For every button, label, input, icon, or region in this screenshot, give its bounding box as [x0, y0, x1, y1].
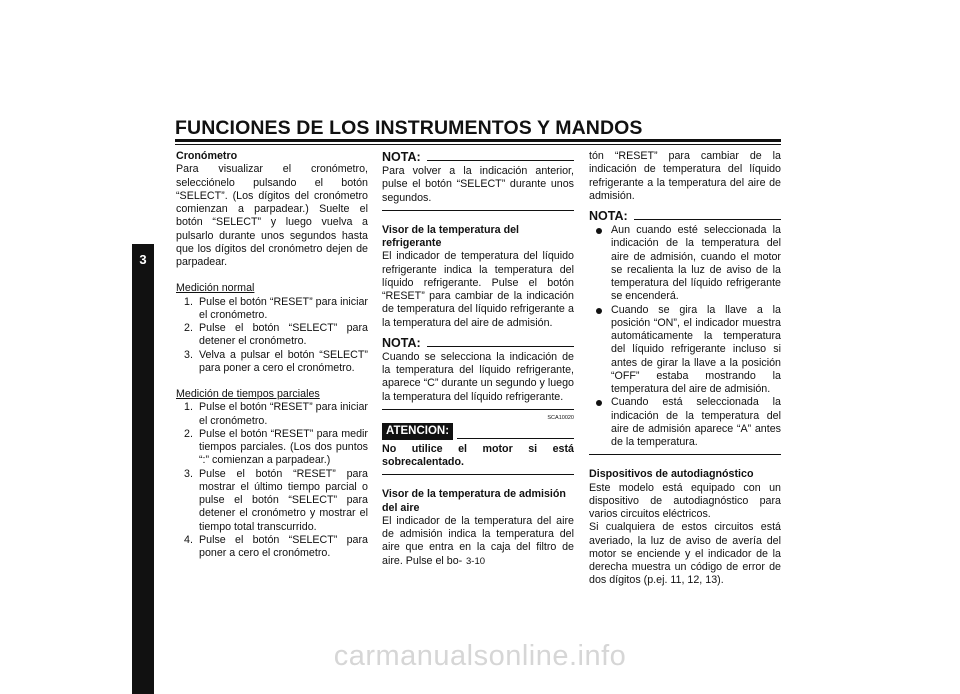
note-header [382, 336, 574, 350]
subheading-partial: Medición de tiempos parciales [176, 388, 320, 400]
title-rule [175, 139, 781, 142]
steps-normal [176, 296, 368, 376]
steps-partial [176, 401, 368, 560]
reference-code: SCA10020 [547, 414, 574, 421]
caution-header [382, 423, 574, 440]
page-title: FUNCIONES DE LOS INSTRUMENTOS Y MANDOS [175, 117, 643, 139]
caution-label: ATENCION: [382, 423, 453, 440]
diagnostics-text-2: Si cualquiera de estos circuitos está averiado, la luz de aviso de avería del motor se enciende y el indicador de la derecha muestra un código de error de dos dígitos (p.ej. 11, 12, 13). [589, 521, 781, 587]
step-item: 1. Pulse el botón “RESET” para iniciar el cronómetro. [184, 295, 368, 321]
step-item: 2. Pulse el botón “RESET” para medir tiempos parciales. (Los dos puntos “:” comienzan a parpadear.) [184, 427, 368, 467]
bullet-icon [596, 228, 602, 234]
column-left [176, 150, 368, 560]
note-end-rule [382, 409, 574, 410]
note-header [589, 209, 781, 223]
chapter-number: 3 [139, 252, 147, 267]
step-item: 3. Pulse el botón “RESET” para mostrar el último tiempo parcial o pulse el botón “SELECT” para detener el cronómetro y mostrar el tiempo total transcurrido. [184, 467, 368, 533]
diagnostics-text-1: Este modelo está equipado con un dispositivo de autodiagnóstico para varios circuitos eléctricos. [589, 481, 781, 520]
air-temp-text-cont: tón “RESET” para cambiar de la indicación de temperatura del líquido refrigerante a la temperatura del aire de admisión. [589, 150, 781, 202]
caution-text: No utilice el motor si está sobrecalentado. [382, 442, 574, 468]
note-bullet-list [589, 224, 781, 449]
step-item: 2. Pulse el botón “SELECT” para detener el cronómetro. [184, 322, 368, 348]
note-label: NOTA: [589, 209, 628, 223]
step-item: 3. Velva a pulsar el botón “SELECT” para poner a cero el cronómetro. [184, 348, 368, 374]
page-number: 3-10 [466, 556, 486, 567]
section-heading-coolant: Visor de la temperatura del refrigerante [382, 223, 520, 249]
note-label: NOTA: [382, 335, 421, 350]
bullet-icon [596, 400, 602, 406]
note-label: NOTA: [382, 150, 421, 164]
coolant-text: El indicador de temperatura del líquido refrigerante indica la temperatura del líquido refrigerante. Pulse el botón “RESET” para cambiar de la indicación de temperatura del líquido refrigerante a la temperatura del aire de admisión. [382, 250, 574, 329]
column-right [589, 150, 781, 588]
section-heading-stopwatch: Cronómetro [176, 150, 238, 162]
bullet-icon [596, 308, 602, 314]
note-header [382, 150, 574, 164]
stopwatch-intro: Para visualizar el cronómetro, selecciónelo pulsando el botón “SELECT”. (Los dígitos del cronómetro comienzan a parpadear.) Suelte el botón “SELECT” y luego vuelva a pulsarlo durante unos segundos hasta que los dígitos del cronómetro dejen de parpadear. [176, 163, 368, 268]
watermark: carmanualsonline.info [333, 640, 627, 672]
title-rule-thin [175, 144, 781, 145]
chapter-tab [132, 244, 154, 694]
bullet-item: Aun cuando esté seleccionada la indicación de la temperatura del aire de admisión, cuando el motor se recalienta la luz de aviso de la temperatura del líquido refrigerante se encenderá. [589, 224, 781, 304]
section-heading-air-temp: Visor de la temperatura de admisión del aire [382, 488, 566, 514]
column-middle [382, 150, 574, 568]
subheading-normal: Medición normal [176, 282, 255, 295]
bullet-item: Cuando está seleccionada la indicación de la temperatura del aire de admisión aparece “A” antes de la temperatura. [589, 396, 781, 449]
note-text: Cuando se selecciona la indicación de la temperatura del líquido refrigerante, aparece “C” durante un segundo y luego la temperatura del líquido refrigerante. [382, 350, 574, 403]
section-heading-diagnostics: Dispositivos de autodiagnóstico [589, 468, 754, 481]
bullet-item: Cuando se gira la llave a la posición “ON”, el indicador muestra automáticamente la temperatura del líquido refrigerante incluso si antes de girar la llave a la posición “OFF” estaba mostrando la temperatura del aire de admisión. [589, 304, 781, 397]
step-item: 1. Pulse el botón “RESET” para iniciar el cronómetro. [184, 401, 368, 427]
step-item: 4. Pulse el botón “SELECT” para poner a cero el cronómetro. [184, 533, 368, 559]
air-temp-text: El indicador de la temperatura del aire de admisión indica la temperatura del aire que entra en la caja del filtro de aire. Pulse el bo- [382, 514, 574, 567]
note-text: Para volver a la indicación anterior, pulse el botón “SELECT” durante unos segundos. [382, 165, 574, 204]
